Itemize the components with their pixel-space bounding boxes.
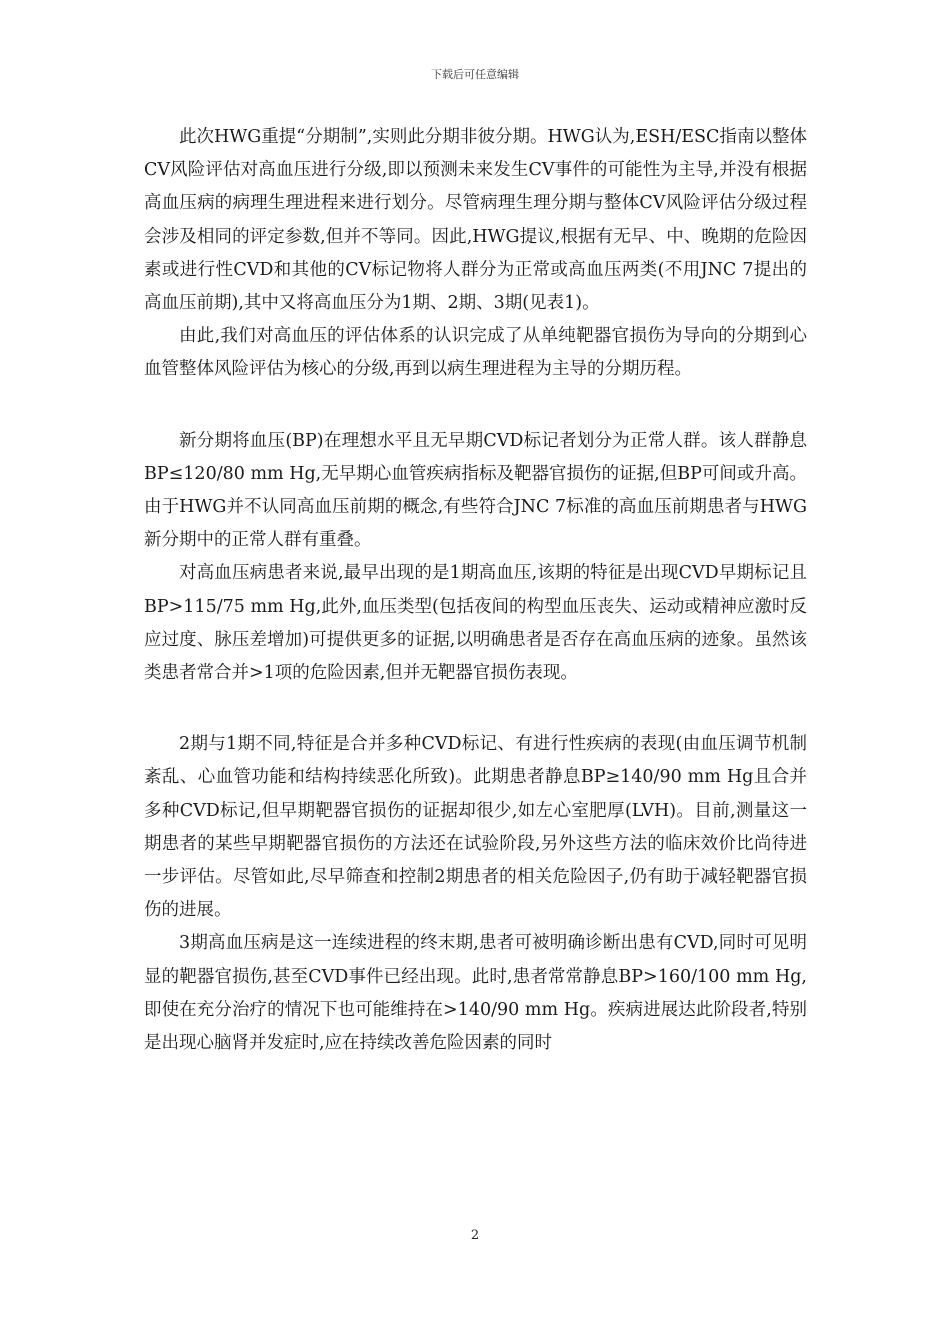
section-gap [144, 690, 807, 728]
document-body [144, 121, 807, 1060]
paragraph-stage-1: 对高血压病患者来说,最早出现的是1期高血压,该期的特征是出现CVD早期标记且BP>115/75 mm Hg,此外,血压类型(包括夜间的构型血压丧失、运动或精神应激时反应过度、脉压差增加)可提供更多的证据,以明确患者是否存在高血压病的迹象。虽然该类患者常合并>1项的危险因素,但并无靶器官损伤表现。 [144, 563, 807, 684]
paragraph-normal-group: 新分期将血压(BP)在理想水平且无早期CVD标记者划分为正常人群。该人群静息BP≤120/80 mm Hg,无早期心血管疾病指标及靶器官损伤的证据,但BP可间或升高。由于HWG并不认同高血压前期的概念,有些符合JNC 7标准的高血压前期患者与HWG新分期中的正常人群有重叠。 [144, 430, 807, 551]
section-gap [144, 387, 807, 425]
paragraph-stage-3: 3期高血压病是这一连续进程的终末期,患者可被明确诊断出患有CVD,同时可见明显的靶器官损伤,甚至CVD事件已经出现。此时,患者常常静息BP>160/100 mm Hg,即使在充分治疗的情况下也可能维持在>140/90 mm Hg。疾病进展达此阶段者,特别是出现心脑肾并发症时,应在持续改善危险因素的同时 [144, 933, 807, 1054]
paragraph-stage-2: 2期与1期不同,特征是合并多种CVD标记、有进行性疾病的表现(由血压调节机制紊乱、心血管功能和结构持续恶化所致)。此期患者静息BP≥140/90 mm Hg且合并多种CVD标记,但早期靶器官损伤的证据却很少,如左心室肥厚(LVH)。目前,测量这一期患者的某些早期靶器官损伤的方法还在试验阶段,另外这些方法的临床效价比尚待进一步评估。尽管如此,尽早筛查和控制2期患者的相关危险因子,仍有助于减轻靶器官损伤的进展。 [144, 734, 807, 921]
paragraph-evaluation-history: 由此,我们对高血压的评估体系的认识完成了从单纯靶器官损伤为导向的分期到心血管整体风险评估为核心的分级,再到以病生理进程为主导的分期历程。 [144, 326, 807, 380]
paragraph-staging-intro: 此次HWG重提“分期制”,实则此分期非彼分期。HWG认为,ESH/ESC指南以整体CV风险评估对高血压进行分级,即以预测未来发生CV事件的可能性为主导,并没有根据高血压病的病理生理进程来进行划分。尽管病理生理分期与整体CV风险评估分级过程会涉及相同的评定参数,但并不等同。因此,HWG提议,根据有无早、中、晚期的危险因素或进行性CVD和其他的CV标记物将人群分为正常或高血压两类(不用JNC 7提出的高血压前期),其中又将高血压分为1期、2期、3期(见表1)。 [144, 127, 807, 314]
page-header: 下载后可任意编辑 [431, 68, 519, 81]
page-number: 2 [470, 1228, 480, 1243]
